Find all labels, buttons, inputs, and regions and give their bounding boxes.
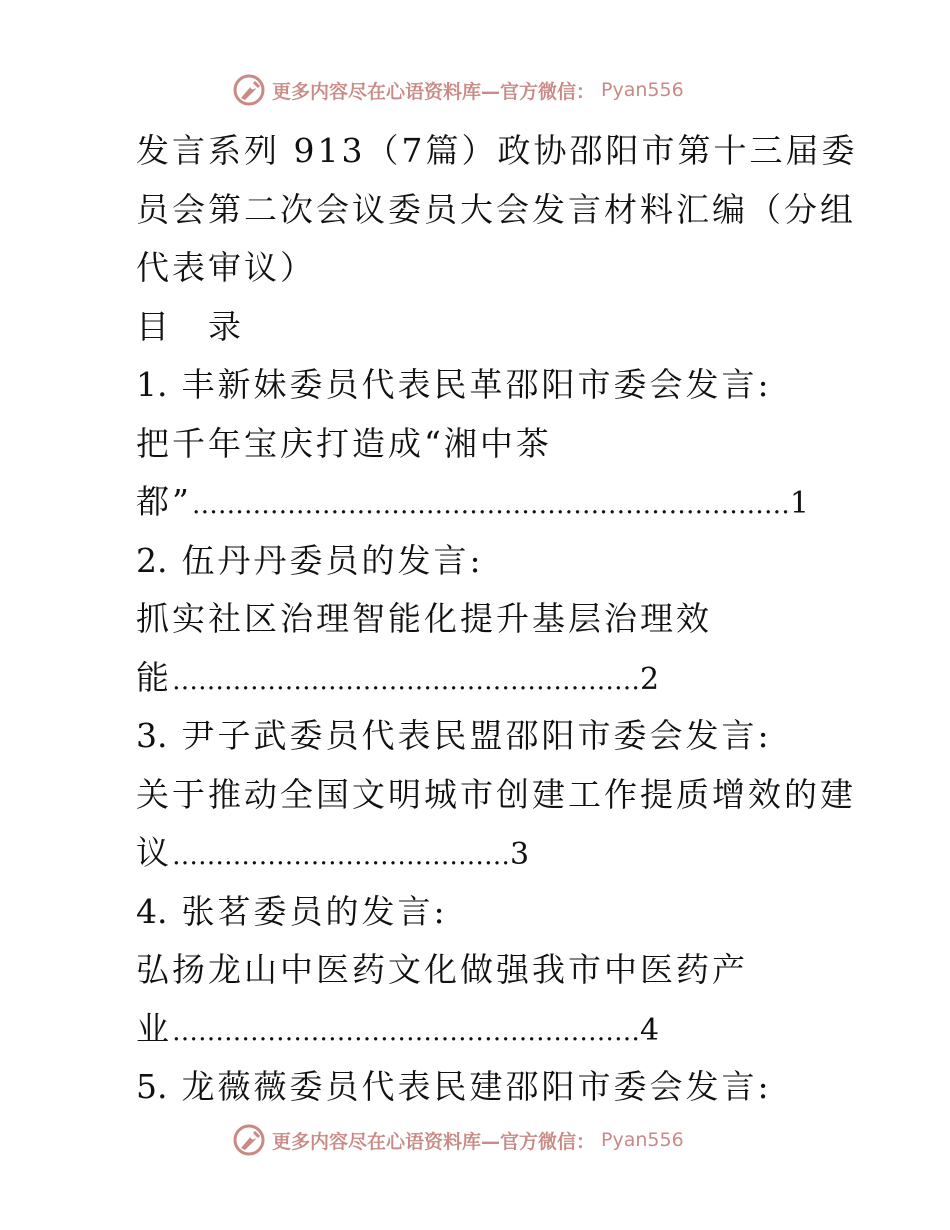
toc-entry-title: 伍丹丹委员的发言: xyxy=(181,540,484,580)
header-watermark xyxy=(232,72,684,108)
toc-entry-subtitle: 关于推动全国文明城市创建工作提质增效的建 xyxy=(136,774,856,814)
toc-page-number: 1 xyxy=(789,486,809,521)
toc-leader-dots: ………………………………… xyxy=(172,841,510,871)
document-title-line-2: 员会第二次会议委员大会发言材料汇编（分组 xyxy=(136,189,856,229)
toc-entry-lead-text: 都” xyxy=(136,482,192,521)
pen-nib-circle-icon xyxy=(232,1123,266,1157)
pen-nib-circle-icon xyxy=(232,73,266,107)
toc-entry-title: 丰新妹委员代表民革邵阳市委会发言: xyxy=(181,365,772,404)
toc-page-number: 4 xyxy=(640,1012,660,1048)
toc-entry-number: 4. xyxy=(136,891,168,931)
toc-entry-heading xyxy=(136,707,836,766)
toc-entry-subtitle: 抓实社区治理智能化提升基层治理效 xyxy=(136,599,712,638)
toc-entry-title: 龙薇薇委员代表民建邵阳市委会发言: xyxy=(181,1067,772,1106)
toc-entry-number: 1. xyxy=(136,365,168,404)
toc-leader-dots: ……………………………………………… xyxy=(172,665,640,696)
toc-entry-leader-line xyxy=(136,824,836,883)
watermark-text: 更多内容尽在心语资料库—官方微信： xyxy=(272,80,596,103)
toc-page-number: 2 xyxy=(640,661,660,697)
toc-entry-number: 2. xyxy=(136,540,168,580)
toc-entry-leader-line xyxy=(136,473,836,532)
toc-entry-lead-text: 能 xyxy=(136,657,172,697)
watermark-wechat-id: Pyan556 xyxy=(601,1129,684,1151)
toc-entry-heading xyxy=(136,883,836,942)
toc-heading: 目 录 xyxy=(136,306,244,346)
toc-entry-heading xyxy=(136,532,836,591)
toc-entry-heading xyxy=(136,356,836,415)
toc-leader-dots: …………………………………………………………… xyxy=(191,490,790,520)
toc-entry-number: 3. xyxy=(136,716,168,755)
toc-entry-leader-line xyxy=(136,649,836,708)
document-body xyxy=(136,122,858,1117)
toc-entry-lead-text: 议 xyxy=(136,833,172,872)
watermark-text: 更多内容尽在心语资料库—官方微信： xyxy=(272,1130,596,1153)
toc-leader-dots: ……………………………………………… xyxy=(172,1016,640,1047)
footer-watermark xyxy=(232,1122,684,1158)
document-title-line-3: 代表审议） xyxy=(136,248,316,287)
toc-entry-number: 5. xyxy=(136,1067,168,1106)
toc-entry-subtitle: 弘扬龙山中医药文化做强我市中医药产 xyxy=(136,950,748,989)
toc-entry-title: 张茗委员的发言: xyxy=(181,891,448,931)
toc-page-number: 3 xyxy=(510,837,530,872)
watermark-wechat-id: Pyan556 xyxy=(601,79,684,101)
toc-entry-title: 尹子武委员代表民盟邵阳市委会发言: xyxy=(181,716,772,755)
toc-entry-heading xyxy=(136,1058,836,1117)
toc-entry-lead-text: 业 xyxy=(136,1008,172,1048)
document-title-line-1: 发言系列 913（7篇）政协邵阳市第十三届委 xyxy=(136,131,858,170)
toc-entry-leader-line xyxy=(136,1000,836,1059)
toc-entry-subtitle: 把千年宝庆打造成“湘中茶 xyxy=(136,423,552,463)
